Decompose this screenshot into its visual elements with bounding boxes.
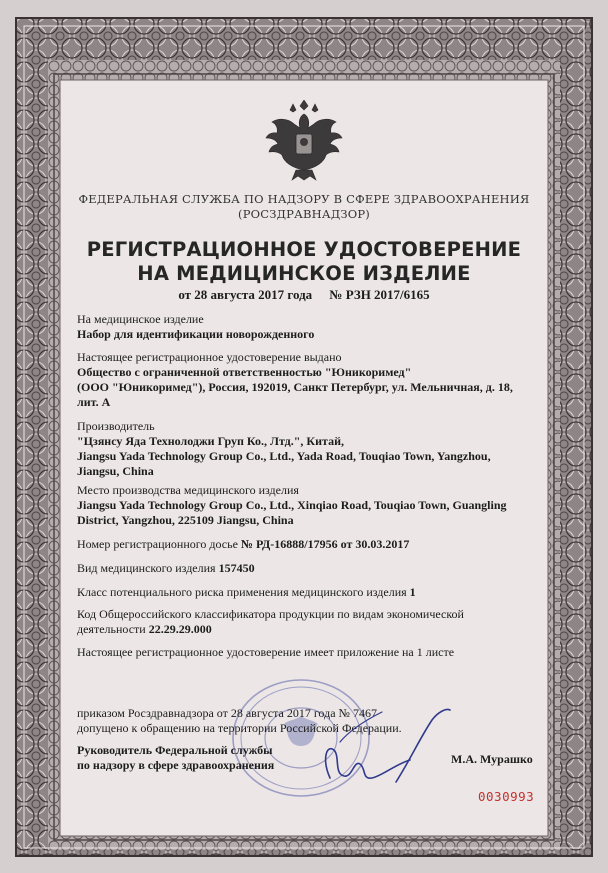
holder-line3: лит. А <box>77 395 111 409</box>
document-title-line2: НА МЕДИЦИНСКОЕ ИЗДЕЛИЕ <box>137 262 471 285</box>
dossier-row <box>77 537 409 552</box>
okpd-code: 22.29.29.000 <box>148 622 212 636</box>
agency-abbreviation: (РОСЗДРАВНАДЗОР) <box>238 207 370 221</box>
date-prefix: от <box>178 287 192 302</box>
holder-line2: (ООО "Юникоримед"), Россия, 192019, Санкт Петербург, ул. Мельничная, д. 18, <box>77 380 513 394</box>
handwritten-signature <box>300 690 470 795</box>
kind-code: 157450 <box>218 561 255 575</box>
document-title-line1: РЕГИСТРАЦИОННОЕ УДОСТОВЕРЕНИЕ <box>86 238 522 261</box>
okpd-label-line2: деятельности <box>77 622 146 636</box>
agency-name: ФЕДЕРАЛЬНАЯ СЛУЖБА ПО НАДЗОРУ В СФЕРЕ ЗДРАВООХРАНЕНИЯ <box>78 192 530 206</box>
serial-number: 0030993 <box>478 789 535 804</box>
manufacturer-label: Производитель <box>77 419 155 433</box>
manufacturer-line1: "Цзянсу Яда Технолоджи Груп Ко., Лтд.", Китай, <box>77 434 344 448</box>
signatory-role-line1: Руководитель Федеральной службы <box>77 743 273 757</box>
okpd-row <box>77 622 212 637</box>
kind-row <box>77 561 255 576</box>
order-line1: приказом Росздравнадзора от 28 августа 2017 года № 7467 <box>77 706 377 720</box>
signatory-role-line2: по надзору в сфере здравоохранения <box>77 758 275 772</box>
date-line <box>64 287 544 303</box>
coat-of-arms-icon <box>260 100 348 182</box>
signatory-name: М.А. Мурашко <box>451 752 533 766</box>
holder-line1: Общество с ограниченной ответственностью "Юникоримед" <box>77 365 412 379</box>
production-line1: Jiangsu Yada Technology Group Co., Ltd., Xinqiao Road, Touqiao Town, Guangling <box>77 498 507 512</box>
dossier-label: Номер регистрационного досье <box>77 537 238 551</box>
okpd-label-line1: Код Общероссийского классификатора продукции по видам экономической <box>77 607 464 621</box>
kind-label: Вид медицинского изделия <box>77 561 216 575</box>
production-line2: District, Yangzhou, 225109 Jiangsu, China <box>77 513 294 527</box>
manufacturer-line2: Jiangsu Yada Technology Group Co., Ltd., Yada Road, Touqiao Town, Yangzhou, <box>77 449 491 463</box>
production-label: Место производства медицинского изделия <box>77 483 299 497</box>
appendix-note: Настоящее регистрационное удостоверение имеет приложение на 1 листе <box>77 645 455 659</box>
order-line2: допущено к обращению на территории Российской Федерации. <box>77 721 402 735</box>
risk-label: Класс потенциального риска применения медицинского изделия <box>77 585 407 599</box>
certificate-number: № РЗН 2017/6165 <box>329 287 430 302</box>
risk-class: 1 <box>409 585 416 599</box>
risk-row <box>77 585 416 600</box>
device-name: Набор для идентификации новорожденного <box>77 327 315 341</box>
device-label: На медицинское изделие <box>77 312 204 326</box>
issue-date: 28 августа 2017 года <box>194 287 313 302</box>
dossier-number: № РД-16888/17956 от 30.03.2017 <box>240 537 410 551</box>
manufacturer-line3: Jiangsu, China <box>77 464 154 478</box>
issued-label: Настоящее регистрационное удостоверение выдано <box>77 350 342 364</box>
